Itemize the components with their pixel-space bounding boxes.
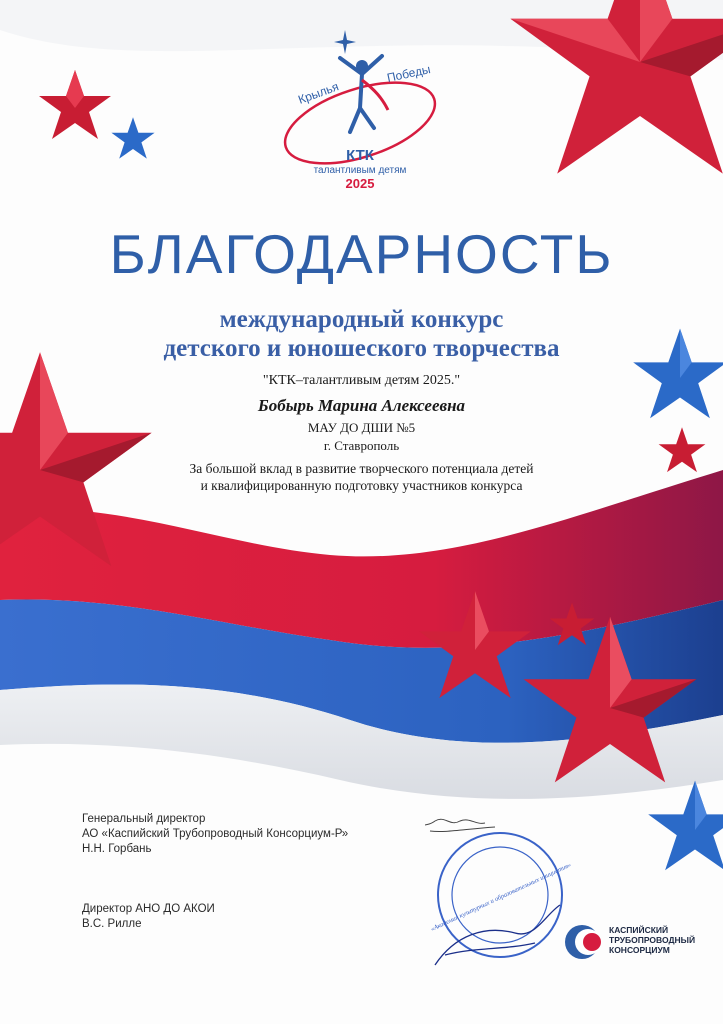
contest-logo (270, 28, 450, 200)
recipient-name: Бобырь Марина Алексеевна (257, 396, 466, 415)
director2-title: Директор АНО ДО АКОИ (82, 903, 215, 915)
director1-org: АО «Каспийский Трубопроводный Консорциум-Р» (82, 828, 349, 840)
sponsor-line-3: КОНСОРЦИУМ (609, 945, 670, 955)
logo-org-abbr: КТК (346, 147, 374, 164)
recipient-org: МАУ ДО ДШИ №5 (307, 420, 416, 435)
star-blue-topleft (111, 117, 154, 158)
sponsor-name (609, 925, 695, 955)
certificate-title: БЛАГОДАРНОСТЬ (109, 223, 614, 285)
subtitle-line-1: международный конкурс (219, 306, 504, 333)
signature-block-2 (82, 902, 215, 932)
signature-block-1 (82, 812, 348, 857)
star-blue-bottomright (648, 781, 723, 871)
subtitle-line-2: детского и юношеского творчества (163, 335, 560, 362)
certificate-subtitle (0, 305, 723, 363)
director1-title: Генеральный директор (82, 813, 206, 825)
logo-tagline: талантливым детям (313, 165, 407, 176)
director1-name: Н.Н. Горбань (82, 843, 152, 855)
sponsor-line-2: ТРУБОПРОВОДНЫЙ (609, 935, 696, 945)
merit-line-1: За большой вклад в развитие творческого потенциала детей (189, 461, 534, 476)
logo-victory-text: Победы (385, 62, 432, 85)
sponsor-emblem-icon (562, 920, 606, 964)
recipient-city: г. Ставрополь (323, 438, 400, 453)
stamp-and-signatures (425, 815, 575, 980)
merit-line-2: и квалифицированную подготовку участников конкурса (200, 478, 523, 493)
star-red-topleft (39, 70, 111, 139)
stamp-center-text: «Академия культурных и образовательных инициатив» (429, 861, 573, 933)
logo-wings-text: Крылья (296, 79, 341, 107)
merit-text (0, 460, 723, 494)
star-red-topright (510, 0, 723, 174)
handwritten-signature-1 (425, 819, 495, 835)
contest-name: "КТК–талантливым детям 2025." (262, 373, 461, 388)
logo-year: 2025 (345, 176, 375, 191)
director2-name: В.С. Рилле (82, 918, 142, 930)
sponsor-logo (562, 920, 712, 968)
sponsor-line-1: КАСПИЙСКИЙ (609, 925, 669, 935)
